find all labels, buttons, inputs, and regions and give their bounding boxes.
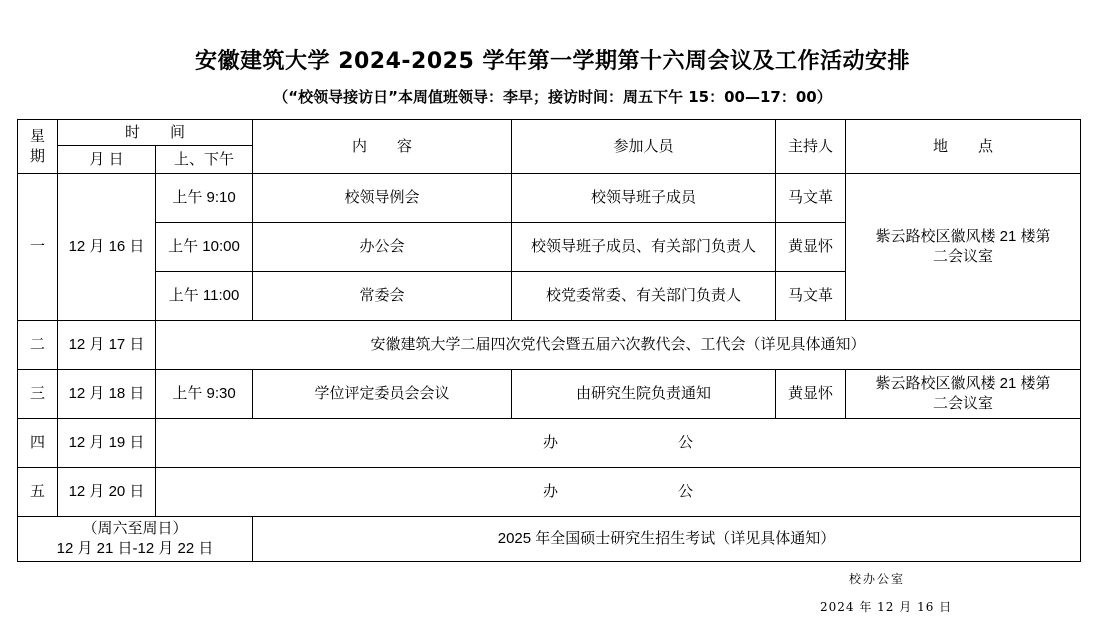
table-row bbox=[18, 419, 1081, 468]
content-cell: 常委会 bbox=[253, 272, 512, 321]
document-subtitle: （“校领导接访日”本周值班领导：李早；接访时间：周五下午 15：00—17：00） bbox=[273, 88, 832, 106]
time-cell: 上午 11:00 bbox=[156, 272, 253, 321]
date-cell: 12 月 17 日 bbox=[58, 321, 156, 370]
content-cell: 校领导例会 bbox=[253, 174, 512, 223]
issue-date: 2024 年 12 月 16 日 bbox=[820, 600, 953, 614]
header-date: 月 日 bbox=[58, 146, 156, 174]
document-title: 安徽建筑大学 2024-2025 学年第一学期第十六周会议及工作活动安排 bbox=[195, 49, 910, 74]
table-row bbox=[18, 174, 1081, 223]
participants-cell: 校党委常委、有关部门负责人 bbox=[512, 272, 776, 321]
date-cell: 12 月 20 日 bbox=[58, 468, 156, 517]
weekend-range-label: （周六至周日） bbox=[82, 520, 188, 537]
location-text: 紫云路校区徽风楼 21 楼第二会议室 bbox=[875, 228, 1051, 265]
header-location: 地 点 bbox=[846, 120, 1081, 174]
time-cell: 上午 10:00 bbox=[156, 223, 253, 272]
host-cell: 马文革 bbox=[776, 174, 846, 223]
date-cell: 12 月 18 日 bbox=[58, 370, 156, 419]
header-week-label: 星期 bbox=[29, 127, 45, 165]
participants-cell: 校领导班子成员、有关部门负责人 bbox=[512, 223, 776, 272]
date-cell: 12 月 16 日 bbox=[58, 174, 156, 321]
weekday-cell: 二 bbox=[18, 321, 58, 370]
table-row bbox=[18, 517, 1081, 562]
weekend-date-range: 12 月 21 日-12 月 22 日 bbox=[56, 540, 214, 557]
table-row bbox=[18, 468, 1081, 517]
content-cell: 2025 年全国硕士研究生招生考试（详见具体通知） bbox=[253, 517, 1081, 562]
weekday-cell: 四 bbox=[18, 419, 58, 468]
date-cell: 12 月 19 日 bbox=[58, 419, 156, 468]
content-cell: 安徽建筑大学二届四次党代会暨五届六次教代会、工代会（详见具体通知） bbox=[156, 321, 1081, 370]
weekend-date-cell bbox=[18, 517, 253, 562]
host-cell: 马文革 bbox=[776, 272, 846, 321]
location-cell bbox=[846, 370, 1081, 419]
weekday-cell: 三 bbox=[18, 370, 58, 419]
schedule-table bbox=[17, 119, 1081, 562]
host-cell: 黄显怀 bbox=[776, 223, 846, 272]
host-cell: 黄显怀 bbox=[776, 370, 846, 419]
table-row bbox=[18, 321, 1081, 370]
time-cell: 上午 9:10 bbox=[156, 174, 253, 223]
header-host: 主持人 bbox=[776, 120, 846, 174]
content-cell: 办 公 bbox=[156, 468, 1081, 517]
location-text: 紫云路校区徽风楼 21 楼第二会议室 bbox=[875, 375, 1051, 412]
time-cell: 上午 9:30 bbox=[156, 370, 253, 419]
participants-cell: 校领导班子成员 bbox=[512, 174, 776, 223]
header-ampm: 上、下午 bbox=[156, 146, 253, 174]
issuing-office: 校办公室 bbox=[849, 572, 906, 586]
content-cell: 学位评定委员会会议 bbox=[253, 370, 512, 419]
content-cell: 办 公 bbox=[156, 419, 1081, 468]
header-time: 时 间 bbox=[58, 120, 253, 146]
header-participants: 参加人员 bbox=[512, 120, 776, 174]
participants-cell: 由研究生院负责通知 bbox=[512, 370, 776, 419]
weekday-cell: 五 bbox=[18, 468, 58, 517]
content-cell: 办公会 bbox=[253, 223, 512, 272]
table-row bbox=[18, 370, 1081, 419]
location-cell bbox=[846, 174, 1081, 321]
header-content: 内 容 bbox=[253, 120, 512, 174]
weekday-cell: 一 bbox=[18, 174, 58, 321]
header-week bbox=[18, 120, 58, 174]
